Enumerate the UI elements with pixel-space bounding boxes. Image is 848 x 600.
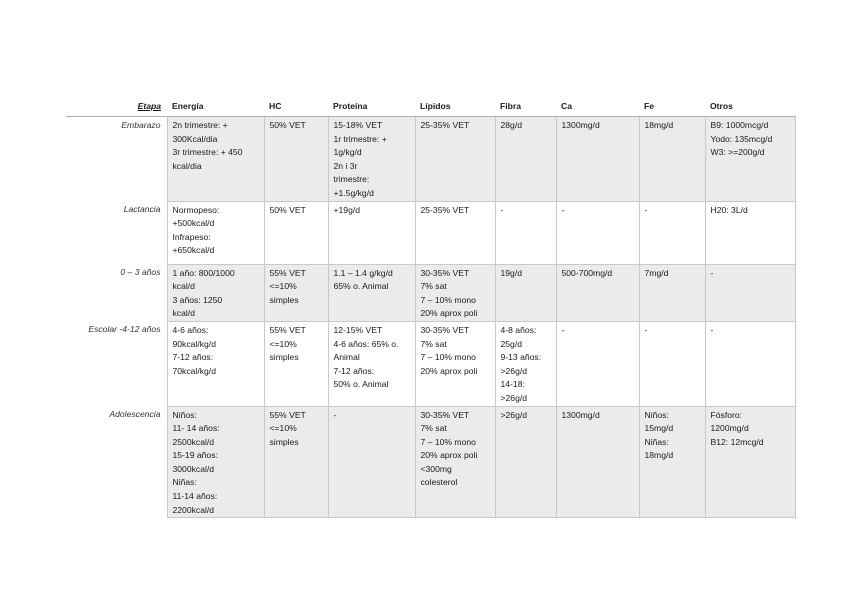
table-header-row	[66, 98, 795, 117]
header-etapa: Etapa	[66, 98, 167, 117]
cell-hc: 55% VET <=10% simples	[264, 406, 328, 518]
stage-label: 0 – 3 años	[120, 267, 161, 278]
cell-ca: 1300mg/d	[556, 406, 639, 518]
header-fe: Fe	[639, 98, 705, 117]
cell-proteina: 1.1 – 1.4 g/kg/d 65% o. Animal	[328, 264, 415, 321]
cell-fibra: >26g/d	[495, 406, 556, 518]
header-hc: HC	[264, 98, 328, 117]
cell-ca: 500-700mg/d	[556, 264, 639, 321]
header-lipidos: Lípidos	[415, 98, 495, 117]
cell-hc: 55% VET <=10% simples	[264, 321, 328, 406]
cell-fe: -	[639, 201, 705, 264]
nutrition-requirements-table	[66, 98, 796, 518]
cell-proteina: +19g/d	[328, 201, 415, 264]
header-fibra: Fibra	[495, 98, 556, 117]
cell-hc: 50% VET	[264, 117, 328, 202]
table-row-adolescencia	[66, 406, 795, 518]
header-otros: Otros	[705, 98, 795, 117]
cell-lipidos: 30-35% VET 7% sat 7 – 10% mono 20% aprox poli	[415, 264, 495, 321]
cell-otros: H20: 3L/d	[705, 201, 795, 264]
table-row-lactancia	[66, 201, 795, 264]
cell-fe: 18mg/d	[639, 117, 705, 202]
cell-energia: Niños: 11- 14 años: 2500kcal/d 15-19 años: 3000kcal/d Niñas: 11-14 años: 2200kcal/d	[167, 406, 264, 518]
cell-otros: B9: 1000mcg/d Yodo: 135mcg/d W3: >=200g/d	[705, 117, 795, 202]
header-ca: Ca	[556, 98, 639, 117]
cell-energia: 1 año: 800/1000 kcal/d 3 años: 1250 kcal/d	[167, 264, 264, 321]
cell-fibra: 4-8 años: 25g/d 9-13 años: >26g/d 14-18: >26g/d	[495, 321, 556, 406]
cell-lipidos: 30-35% VET 7% sat 7 – 10% mono 20% aprox poli <300mg colesterol	[415, 406, 495, 518]
cell-lipidos: 25-35% VET	[415, 201, 495, 264]
cell-proteina: -	[328, 406, 415, 518]
cell-ca: 1300mg/d	[556, 117, 639, 202]
cell-fibra: -	[495, 201, 556, 264]
cell-energia: Normopeso: +500kcal/d Infrapeso: +650kcal/d	[167, 201, 264, 264]
cell-hc: 50% VET	[264, 201, 328, 264]
cell-otros: Fósforo: 1200mg/d B12: 12mcg/d	[705, 406, 795, 518]
cell-energia: 4-6 años: 90kcal/kg/d 7-12 años: 70kcal/kg/d	[167, 321, 264, 406]
cell-ca: -	[556, 201, 639, 264]
cell-fibra: 28g/d	[495, 117, 556, 202]
table-row-0-3-anos	[66, 264, 795, 321]
cell-hc: 55% VET <=10% simples	[264, 264, 328, 321]
header-energia: Energía	[167, 98, 264, 117]
cell-fe: 7mg/d	[639, 264, 705, 321]
stage-label: Embarazo	[121, 120, 161, 130]
stage-label: Lactancia	[123, 204, 161, 215]
cell-proteina: 15-18% VET 1r trimestre: + 1g/kg/d 2n i 3r trimestre: +1.5g/kg/d	[328, 117, 415, 202]
cell-ca: -	[556, 321, 639, 406]
cell-lipidos: 30-35% VET 7% sat 7 – 10% mono 20% aprox poli	[415, 321, 495, 406]
cell-otros: -	[705, 264, 795, 321]
header-proteina: Proteína	[328, 98, 415, 117]
cell-fibra: 19g/d	[495, 264, 556, 321]
cell-lipidos: 25-35% VET	[415, 117, 495, 202]
table-row-escolar	[66, 321, 795, 406]
cell-proteina: 12-15% VET 4-6 años: 65% o. Animal 7-12 años: 50% o. Animal	[328, 321, 415, 406]
cell-fe: Niños: 15mg/d Niñas: 18mg/d	[639, 406, 705, 518]
table-row-embarazo	[66, 117, 795, 202]
stage-label: Escolar -4-12 años	[88, 324, 161, 335]
cell-energia: 2n trimestre: + 300Kcal/dia 3r trimestre: + 450 kcal/dia	[167, 117, 264, 202]
stage-label: Adolescencia	[109, 409, 161, 419]
cell-fe: -	[639, 321, 705, 406]
cell-otros: -	[705, 321, 795, 406]
